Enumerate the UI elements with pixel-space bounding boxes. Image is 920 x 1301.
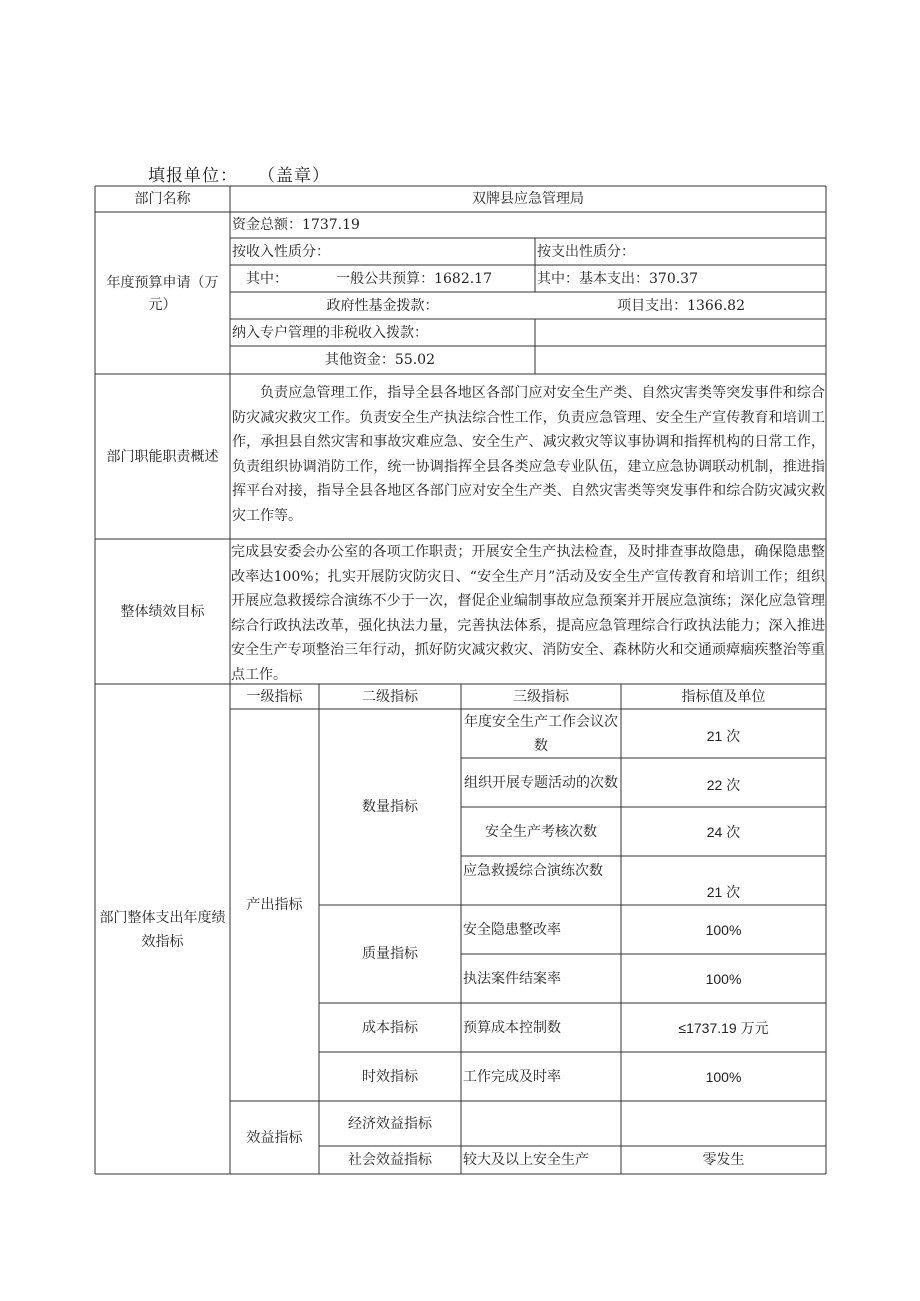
timeliness-indicator: 时效指标 xyxy=(362,1068,418,1085)
budget-label: 年度预算申请（万元） xyxy=(106,275,219,313)
other-funds: 其他资金：55.02 xyxy=(324,352,435,368)
social-benefit-indicator: 社会效益指标 xyxy=(348,1152,432,1168)
indicator-name: 年度安全生产工作会议次数 xyxy=(464,714,618,754)
duties-text: 负责应急管理工作，指导全县各地区各部门应对安全生产类、自然灾害类等突发事件和综合防灾减灾救灾工作。负责安全生产执法综合性工作，负责应急管理、安全生产宣传教育和培训工作，承担县自然灾害和事故灾难应急、安全生产、减灾救灾等议事协调和指挥机构的日常工作，负责组织协调消防工作，统一协调指挥全县各类应急专业队伍，建立应急协调联动机制，推进指挥平台对接，指导全县各地区各部门应对安全生产类、自然灾害类等突发事件和综合防灾减灾救灾工作等。 xyxy=(232,385,825,524)
project-expense: 项目支出：1366.82 xyxy=(617,297,745,314)
benefit-indicator-label: 效益指标 xyxy=(246,1129,303,1146)
indicators-label: 部门整体支出年度绩效指标 xyxy=(99,910,226,950)
header-value: 指标值及单位 xyxy=(681,688,766,705)
duties-label: 部门职能职责概述 xyxy=(106,448,219,465)
header-level2: 二级指标 xyxy=(362,688,418,705)
budget-total: 资金总额：1737.19 xyxy=(232,217,360,233)
fill-unit-label: 填报单位： xyxy=(148,166,238,186)
indicator-name: 组织开展专题活动的次数 xyxy=(464,775,618,791)
indicator-name: 较大及以上安全生产 xyxy=(463,1152,589,1168)
dept-name-value: 双牌县应急管理局 xyxy=(472,191,584,207)
indicator-value: 22 次 xyxy=(706,776,741,793)
indicator-name: 工作完成及时率 xyxy=(463,1068,561,1085)
income-type-label: 按收入性质分： xyxy=(232,243,330,260)
gov-fund-label: 政府性基金拨款： xyxy=(326,297,439,314)
goals-text: 完成县安委会办公室的各项工作职责；开展安全生产执法检查，及时排查事故隐患，确保隐患整改率达100%；扎实开展防灾防灾日、“安全生产月”活动及安全生产宣传教育和培训工作；组织开展应急救援综合演练不少于一次，督促企业编制事故应急预案并开展应急演练；深化应急管理综合行政执法改革，强化执法力量，完善执法体系，提高应急管理综合行政执法能力；深入推进安全生产专项整治三年行动，抓好防灾减灾救灾、消防安全、森林防火和交通顽瘴痼疾整治等重点工作。 xyxy=(231,544,825,683)
expense-type-label: 按支出性质分： xyxy=(537,243,635,260)
quality-indicator: 质量指标 xyxy=(362,946,418,962)
header-level3: 三级指标 xyxy=(513,688,569,705)
non-tax-label: 纳入专户管理的非税收入拨款： xyxy=(232,324,428,341)
basic-expense: 其中：基本支出：370.37 xyxy=(537,270,698,287)
indicator-name: 预算成本控制数 xyxy=(463,1019,561,1036)
indicator-name: 安全隐患整改率 xyxy=(463,921,561,938)
indicator-value: 24 次 xyxy=(706,823,741,840)
economic-benefit-indicator: 经济效益指标 xyxy=(348,1115,432,1132)
output-indicator-label: 产出指标 xyxy=(246,897,303,913)
indicator-name: 应急救援综合演练次数 xyxy=(463,863,603,879)
indicator-value: 零发生 xyxy=(702,1152,745,1168)
general-public-budget: 一般公共预算：1682.17 xyxy=(336,270,492,287)
seal-note: （盖章） xyxy=(258,166,330,186)
goals-label: 整体绩效目标 xyxy=(120,603,205,620)
indicator-value: 21 次 xyxy=(706,883,741,900)
indicator-name: 安全生产考核次数 xyxy=(485,823,597,840)
cost-indicator: 成本指标 xyxy=(362,1019,418,1036)
of-which-label: 其中： xyxy=(246,270,288,287)
indicator-name: 执法案件结案率 xyxy=(463,970,561,987)
quantity-indicator: 数量指标 xyxy=(362,799,418,815)
indicator-value: ≤1737.19 万元 xyxy=(678,1019,769,1036)
indicator-value: 100% xyxy=(705,921,742,938)
indicator-value: 100% xyxy=(705,970,742,987)
indicator-value: 21 次 xyxy=(706,727,741,744)
dept-name-label: 部门名称 xyxy=(134,191,191,207)
indicator-value: 100% xyxy=(705,1068,742,1085)
header-level1: 一级指标 xyxy=(246,688,303,705)
